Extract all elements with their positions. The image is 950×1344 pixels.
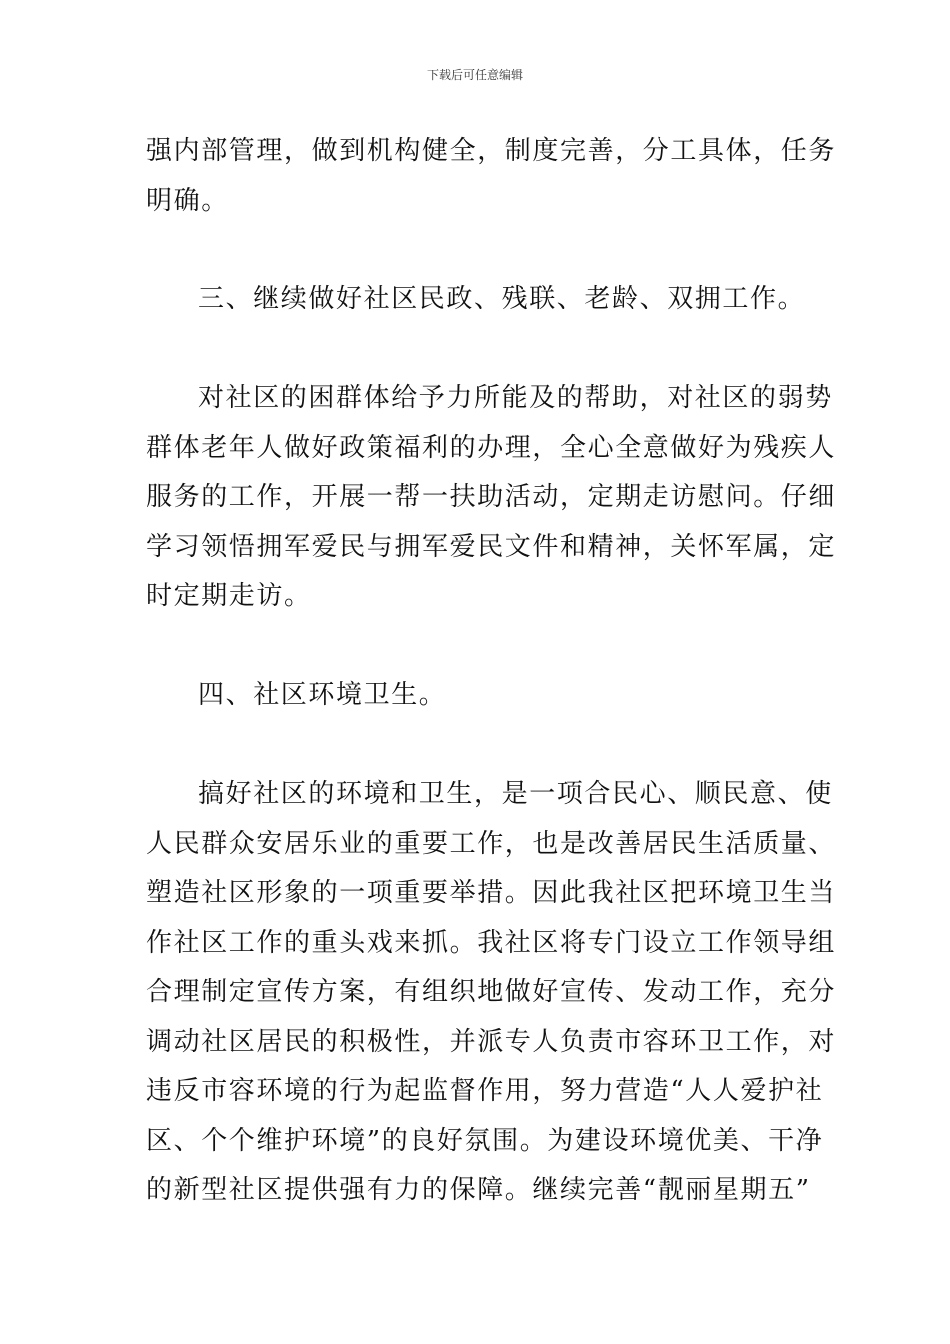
- text-line: 违反市容环境的行为起监督作用，努力营造“人人爱护社: [146, 1076, 824, 1106]
- text-line: 学习领悟拥军爱民与拥军爱民文件和精神，关怀军属，定: [146, 531, 837, 562]
- text-line: 服务的工作，开展一帮一扶助活动，定期走访慰问。仔细: [146, 482, 837, 512]
- paragraph-civil-affairs: [146, 374, 837, 622]
- text-line: 塑造社区形象的一项重要举措。因此我社区把环境卫生当: [146, 878, 837, 908]
- paragraph-internal-management: [146, 127, 837, 226]
- text-line: 区、个个维护环境”的良好氛围。为建设环境优美、干净: [146, 1125, 824, 1156]
- text-line: 明确。: [146, 185, 229, 216]
- text-line: 的新型社区提供强有力的保障。继续完善“靓丽星期五”: [146, 1175, 811, 1205]
- heading-text: 四、社区环境卫生。: [198, 680, 447, 710]
- text-line: 人民群众安居乐业的重要工作，也是改善居民生活质量、: [146, 828, 837, 859]
- paragraph-environment: [146, 770, 837, 1216]
- text-line: 调动社区居民的积极性，并派专人负责市容环卫工作，对: [146, 1026, 837, 1057]
- section-heading-3: [146, 275, 810, 325]
- text-line: 搞好社区的环境和卫生，是一项合民心、顺民意、使: [198, 779, 833, 809]
- text-line: 对社区的困群体给予力所能及的帮助，对社区的弱势: [198, 383, 833, 413]
- text-line: 强内部管理，做到机构健全，制度完善，分工具体，任务: [146, 136, 837, 166]
- heading-text: 三、继续做好社区民政、残联、老龄、双拥工作。: [198, 284, 806, 314]
- text-line: 时定期走访。: [146, 581, 312, 611]
- text-line: 作社区工作的重头戏来抓。我社区将专门设立工作领导组: [146, 927, 837, 958]
- text-line: 合理制定宣传方案，有组织地做好宣传、发动工作，充分: [146, 977, 837, 1007]
- page-header: 下载后可任意编辑: [426, 68, 523, 82]
- text-line: 群体老年人做好政策福利的办理，全心全意做好为残疾人: [146, 432, 837, 463]
- section-heading-4: [146, 671, 810, 721]
